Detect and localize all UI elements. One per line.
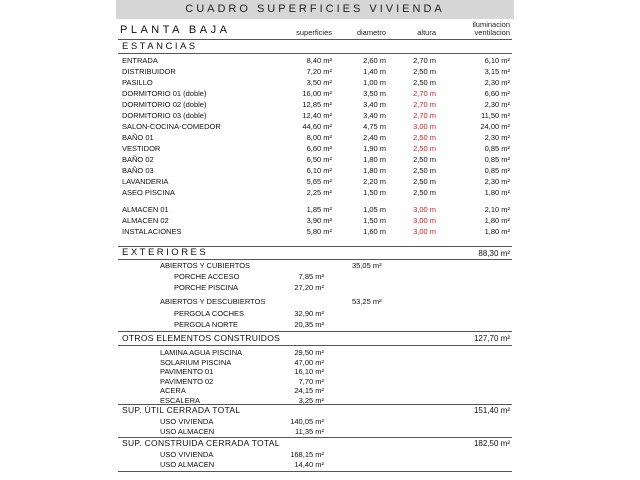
estancia-superficie: 12,40 m² bbox=[302, 111, 332, 120]
estancia-altura: 2,70 m bbox=[413, 111, 436, 120]
sup-construida-vivienda-label: USO VIVIENDA bbox=[160, 450, 214, 459]
table-title: CUADRO SUPERFICIES VIVIENDA bbox=[116, 0, 514, 19]
column-header bbox=[116, 20, 514, 40]
estancia-row bbox=[116, 77, 514, 88]
abiertos-cubiertos-label: ABIERTOS Y CUBIERTOS bbox=[160, 261, 251, 270]
col-ventilacion: ventilacion bbox=[474, 28, 510, 37]
estancia-name: SALON-COCINA-COMEDOR bbox=[122, 122, 221, 131]
estancia-altura: 3,00 m bbox=[413, 227, 436, 236]
otros-item-value: 3,25 m² bbox=[298, 396, 324, 405]
estancia-name: DORMITORIO 01 (doble) bbox=[122, 89, 207, 98]
otros-total: 127,70 m² bbox=[473, 334, 510, 343]
estancia-altura: 3,00 m bbox=[413, 205, 436, 214]
estancia-row bbox=[116, 226, 514, 237]
estancia-diametro: 1,50 m bbox=[363, 188, 386, 197]
estancia-diametro: 4,75 m bbox=[363, 122, 386, 131]
pergola-norte-value: 20,35 m² bbox=[294, 320, 324, 329]
estancia-name: ENTRADA bbox=[122, 56, 158, 65]
estancia-iluminacion: 0,85 m² bbox=[484, 155, 510, 164]
estancia-iluminacion: 1,80 m² bbox=[484, 216, 510, 225]
col-iluminacion: iluminacion bbox=[472, 20, 510, 29]
estancia-superficie: 12,85 m² bbox=[302, 100, 332, 109]
estancia-iluminacion: 3,15 m² bbox=[484, 67, 510, 76]
estancia-altura: 2,50 m bbox=[413, 67, 436, 76]
estancia-iluminacion: 6,10 m² bbox=[484, 56, 510, 65]
estancia-row bbox=[116, 187, 514, 198]
otros-item-label: PAVIMENTO 01 bbox=[160, 367, 214, 377]
estancia-altura: 2,50 m bbox=[413, 166, 436, 175]
otros-item-label: ESCALERA bbox=[160, 396, 201, 405]
abiertos-cubiertos-total: 35,05 m² bbox=[352, 261, 382, 270]
estancia-row bbox=[116, 88, 514, 99]
estancia-diametro: 1,60 m bbox=[363, 227, 386, 236]
estancia-altura: 2,50 m bbox=[413, 155, 436, 164]
estancia-row bbox=[116, 215, 514, 226]
otros-item-value: 7,70 m² bbox=[298, 376, 324, 386]
estancia-superficie: 5,65 m² bbox=[306, 177, 332, 186]
estancia-diametro: 2,60 m bbox=[363, 56, 386, 65]
pergola-coches-value: 32,90 m² bbox=[294, 309, 324, 318]
sup-util-label: SUP. ÚTIL CERRADA TOTAL bbox=[122, 405, 241, 415]
estancia-altura: 2,70 m bbox=[413, 56, 436, 65]
divider bbox=[118, 53, 512, 54]
estancia-row bbox=[116, 55, 514, 66]
otros-item-value: 47,00 m² bbox=[294, 357, 324, 367]
estancia-superficie: 44,60 m² bbox=[302, 122, 332, 131]
abiertos-descubiertos-label: ABIERTOS Y DESCUBIERTOS bbox=[160, 297, 266, 306]
estancia-row bbox=[116, 121, 514, 132]
estancia-altura: 2,50 m bbox=[413, 177, 436, 186]
exteriores-total: 88,30 m² bbox=[478, 249, 510, 258]
estancia-altura: 2,70 m bbox=[413, 100, 436, 109]
estancia-iluminacion: 6,60 m² bbox=[484, 89, 510, 98]
section-exteriores: EXTERIORES bbox=[122, 247, 209, 258]
estancia-iluminacion: 1,80 m² bbox=[484, 188, 510, 197]
col-superficies: superficies bbox=[296, 28, 332, 37]
estancia-altura: 2,70 m bbox=[413, 89, 436, 98]
estancia-superficie: 16,00 m² bbox=[302, 89, 332, 98]
estancia-superficie: 3,50 m² bbox=[306, 78, 332, 87]
estancia-superficie: 6,50 m² bbox=[306, 155, 332, 164]
estancia-iluminacion: 2,30 m² bbox=[484, 177, 510, 186]
estancia-diametro: 1,40 m bbox=[363, 67, 386, 76]
estancia-diametro: 3,40 m bbox=[363, 111, 386, 120]
sup-construida-almacen-label: USO ALMACEN bbox=[160, 460, 215, 469]
otros-item-label: LAMINA AGUA PISCINA bbox=[160, 348, 243, 357]
estancia-iluminacion: 1,80 m² bbox=[484, 227, 510, 236]
estancia-superficie: 6,60 m² bbox=[306, 144, 332, 153]
estancia-altura: 2,50 m bbox=[413, 144, 436, 153]
sup-construida-total: 182,50 m² bbox=[473, 439, 510, 448]
estancia-name: DORMITORIO 03 (doble) bbox=[122, 111, 207, 120]
sup-util-almacen-value: 11,35 m² bbox=[294, 427, 324, 436]
estancia-diametro: 1,80 m bbox=[363, 166, 386, 175]
estancia-name: ASEO PISCINA bbox=[122, 188, 175, 197]
porche-piscina-value: 27,20 m² bbox=[294, 283, 324, 292]
estancia-name: BAÑO 01 bbox=[122, 133, 154, 142]
pergola-coches-label: PERGOLA COCHES bbox=[174, 309, 245, 318]
estancia-iluminacion: 0,85 m² bbox=[484, 166, 510, 175]
otros-item-label: PAVIMENTO 02 bbox=[160, 376, 214, 386]
divider bbox=[118, 331, 512, 332]
estancia-name: INSTALACIONES bbox=[122, 227, 182, 236]
estancia-diametro: 1,05 m bbox=[363, 205, 386, 214]
otros-item-value: 24,15 m² bbox=[294, 386, 324, 396]
estancia-name: ALMACEN 01 bbox=[122, 205, 169, 214]
estancia-diametro: 1,90 m bbox=[363, 144, 386, 153]
estancia-name: DORMITORIO 02 (doble) bbox=[122, 100, 207, 109]
estancia-name: PASILLO bbox=[122, 78, 153, 87]
estancia-diametro: 2,40 m bbox=[363, 133, 386, 142]
porche-piscina-label: PORCHE PISCINA bbox=[174, 283, 239, 292]
estancia-altura: 2,50 m bbox=[413, 188, 436, 197]
estancia-diametro: 3,40 m bbox=[363, 100, 386, 109]
porche-acceso-label: PORCHE ACCESO bbox=[174, 272, 240, 281]
estancia-name: DISTRIBUIDOR bbox=[122, 67, 176, 76]
estancia-iluminacion: 24,00 m² bbox=[480, 122, 510, 131]
estancia-row bbox=[116, 66, 514, 77]
estancia-name: ALMACEN 02 bbox=[122, 216, 169, 225]
otros-item-value: 16,10 m² bbox=[294, 367, 324, 377]
estancia-superficie: 8,00 m² bbox=[306, 133, 332, 142]
estancia-superficie: 5,80 m² bbox=[306, 227, 332, 236]
estancia-name: LAVANDERIA bbox=[122, 177, 169, 186]
estancia-name: BAÑO 03 bbox=[122, 166, 154, 175]
estancia-diametro: 2,20 m bbox=[363, 177, 386, 186]
estancia-row bbox=[116, 110, 514, 121]
estancia-altura: 2,50 m bbox=[413, 78, 436, 87]
otros-item-label: SOLARIUM PISCINA bbox=[160, 357, 232, 367]
estancia-superficie: 1,85 m² bbox=[306, 205, 332, 214]
estancia-iluminacion: 2,30 m² bbox=[484, 133, 510, 142]
divider bbox=[118, 39, 512, 40]
otros-label: OTROS ELEMENTOS CONSTRUIDOS bbox=[122, 333, 281, 343]
otros-item-label: ACERA bbox=[160, 386, 186, 396]
otros-item-value: 29,50 m² bbox=[294, 348, 324, 357]
sup-util-vivienda-label: USO VIVIENDA bbox=[160, 417, 214, 426]
sup-construida-vivienda-value: 168,15 m² bbox=[290, 450, 324, 459]
divider bbox=[118, 471, 512, 472]
estancia-superficie: 6,10 m² bbox=[306, 166, 332, 175]
estancia-row bbox=[116, 99, 514, 110]
estancia-altura: 2,50 m bbox=[413, 133, 436, 142]
estancia-row bbox=[116, 143, 514, 154]
estancia-diametro: 3,50 m bbox=[363, 89, 386, 98]
divider bbox=[118, 345, 512, 346]
section-estancias: ESTANCIAS bbox=[122, 41, 198, 52]
col-altura: altura bbox=[417, 28, 436, 37]
estancia-iluminacion: 11,50 m² bbox=[480, 111, 510, 120]
abiertos-descubiertos-total: 53,25 m² bbox=[352, 297, 382, 306]
sup-construida-label: SUP. CONSTRUIDA CERRADA TOTAL bbox=[122, 438, 280, 448]
sup-util-almacen-label: USO ALMACEN bbox=[160, 427, 215, 436]
estancia-superficie: 3,90 m² bbox=[306, 216, 332, 225]
estancia-superficie: 7,20 m² bbox=[306, 67, 332, 76]
estancia-diametro: 1,50 m bbox=[363, 216, 386, 225]
estancia-row bbox=[116, 132, 514, 143]
surface-table-sheet bbox=[116, 0, 514, 480]
estancia-superficie: 2,25 m² bbox=[306, 188, 332, 197]
estancia-iluminacion: 2,30 m² bbox=[484, 78, 510, 87]
pergola-norte-label: PERGOLA NORTE bbox=[174, 320, 239, 329]
estancia-altura: 3,00 m bbox=[413, 216, 436, 225]
estancia-iluminacion: 2,10 m² bbox=[484, 205, 510, 214]
estancia-row bbox=[116, 154, 514, 165]
sup-util-vivienda-value: 140,05 m² bbox=[290, 417, 324, 426]
estancia-name: BAÑO 02 bbox=[122, 155, 154, 164]
estancia-row bbox=[116, 204, 514, 215]
estancia-iluminacion: 0,85 m² bbox=[484, 144, 510, 153]
sup-util-total: 151,40 m² bbox=[473, 406, 510, 415]
estancia-iluminacion: 2,30 m² bbox=[484, 100, 510, 109]
porche-acceso-value: 7,85 m² bbox=[298, 272, 324, 281]
estancia-diametro: 1,80 m bbox=[363, 155, 386, 164]
sup-construida-almacen-value: 14,40 m² bbox=[294, 460, 324, 469]
planta-label: PLANTA BAJA bbox=[120, 24, 231, 36]
estancia-altura: 3,00 m bbox=[413, 122, 436, 131]
estancia-diametro: 1,00 m bbox=[363, 78, 386, 87]
col-diametro: diametro bbox=[356, 28, 386, 37]
estancia-name: VESTIDOR bbox=[122, 144, 161, 153]
estancia-row bbox=[116, 176, 514, 187]
estancia-superficie: 8,40 m² bbox=[306, 56, 332, 65]
estancia-row bbox=[116, 165, 514, 176]
